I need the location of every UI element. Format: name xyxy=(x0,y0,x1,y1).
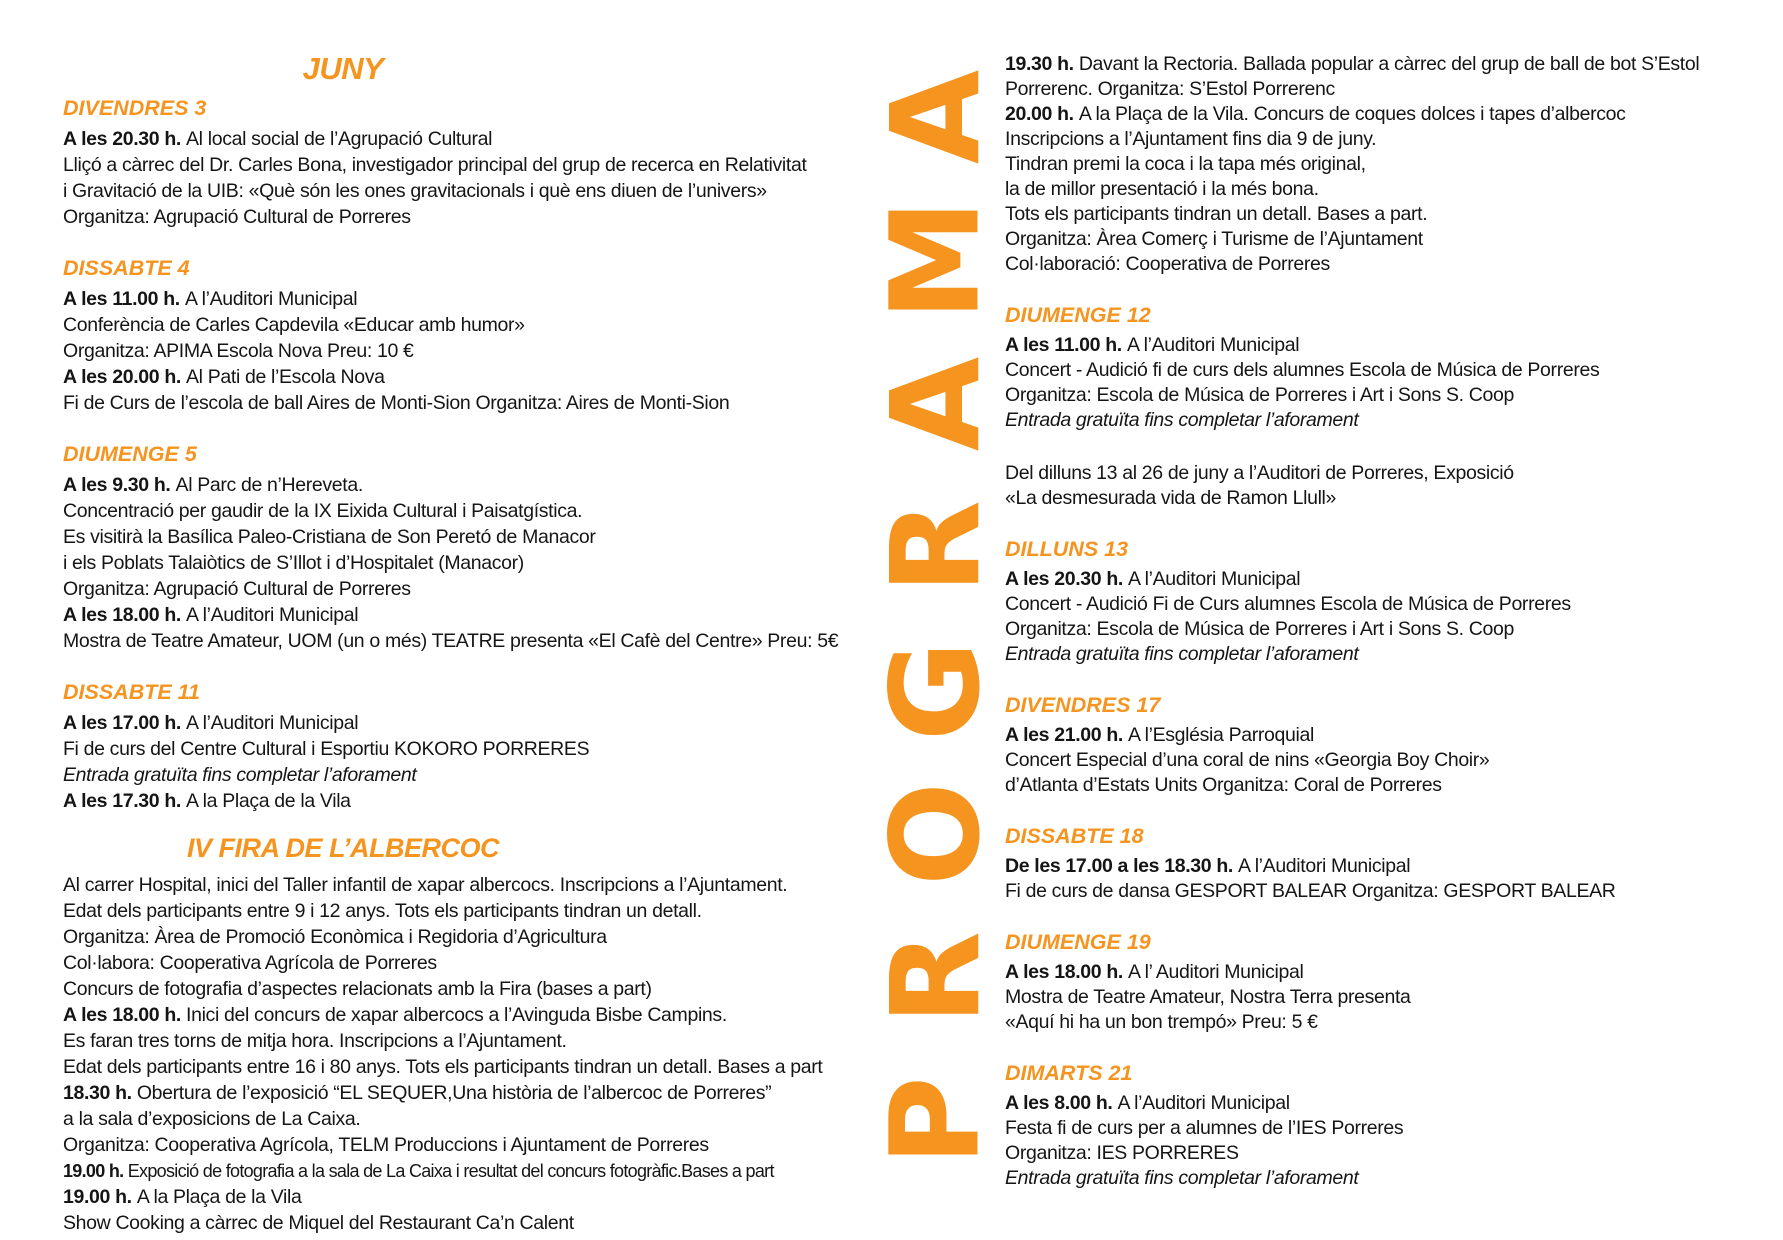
event-line: a la sala d’exposicions de La Caixa. xyxy=(63,1108,361,1130)
vertical-letter-cell xyxy=(864,476,1007,620)
event-line: A les 17.30 h. A la Plaça de la Vila xyxy=(63,790,351,812)
event-line: Organitza: APIMA Escola Nova Preu: 10 € xyxy=(63,340,414,362)
left-column xyxy=(63,50,839,1236)
event-line: Tots els participants tindran un detall. Bases a part. xyxy=(1005,203,1428,225)
event-line: 19.30 h. Davant la Rectoria. Ballada popular a càrrec del grup de ball de bot S’Estol xyxy=(1005,53,1700,75)
event-line: Es visitirà la Basílica Paleo-Cristiana de Son Peretó de Manacor xyxy=(63,526,596,548)
vertical-letter: R xyxy=(864,500,1007,595)
event-block xyxy=(1005,930,1765,1035)
event-line: Del dilluns 13 al 26 de juny a l’Auditori de Porreres, Exposició xyxy=(1005,462,1514,484)
event-line: Organitza: Agrupació Cultural de Porreres xyxy=(63,206,411,228)
event-line: A les 9.30 h. Al Parc de n’Hereveta. xyxy=(63,474,363,496)
event-line: Col·labora: Cooperativa Agrícola de Porreres xyxy=(63,952,437,974)
time-prefix: A les 17.30 h. xyxy=(63,790,187,812)
right-column xyxy=(1005,52,1765,1191)
time-prefix: A les 17.00 h. xyxy=(63,712,187,734)
event-line: Organitza: Agrupació Cultural de Porreres xyxy=(63,578,411,600)
event-line: A les 20.00 h. Al Pati de l’Escola Nova xyxy=(63,366,385,388)
event-line: Inscripcions a l’Ajuntament fins dia 9 de juny. xyxy=(1005,128,1377,150)
time-prefix: A les 8.00 h. xyxy=(1005,1092,1118,1114)
time-prefix: A les 11.00 h. xyxy=(1005,334,1127,356)
vertical-letter: G xyxy=(864,640,1007,741)
event-line: Fi de curs del Centre Cultural i Esportiu KOKORO PORRERES xyxy=(63,738,590,760)
day-heading: DIUMENGE 12 xyxy=(1005,303,1151,327)
time-prefix: 19.00 h. xyxy=(63,1186,137,1208)
time-prefix: A les 9.30 h. xyxy=(63,474,176,496)
event-line: Organitza: IES PORRERES xyxy=(1005,1142,1239,1164)
event-line: Entrada gratuïta fins completar l’aforament xyxy=(1005,409,1359,431)
vertical-letter: M xyxy=(865,199,1007,321)
event-line: Concert - Audició fi de curs dels alumnes Escola de Música de Porreres xyxy=(1005,359,1600,381)
event-block xyxy=(1005,824,1765,904)
vertical-letter-cell xyxy=(865,189,1007,333)
event-line: Fi de Curs de l’escola de ball Aires de Monti-Sion Organitza: Aires de Monti-Sion xyxy=(63,392,730,414)
event-line: d’Atlanta d’Estats Units Organitza: Coral de Porreres xyxy=(1005,774,1442,796)
section-title: IV FIRA DE L’ALBERCOC xyxy=(187,833,499,863)
event-line: Show Cooking a càrrec de Miquel del Restaurant Ca’n Calent xyxy=(63,1212,574,1234)
month-title: JUNY xyxy=(302,51,384,86)
event-block xyxy=(63,680,803,814)
time-prefix: A les 11.00 h. xyxy=(63,288,185,310)
event-line: 20.00 h. A la Plaça de la Vila. Concurs de coques dolces i tapes d’albercoc xyxy=(1005,103,1626,125)
event-block xyxy=(1005,537,1765,667)
event-block xyxy=(1005,303,1765,433)
left-column-blocks xyxy=(63,96,839,1236)
event-line: i els Poblats Talaiòtics de S’Illot i d’Hospitalet (Manacor) xyxy=(63,552,524,574)
vertical-letter-cell xyxy=(864,619,1007,763)
event-line: A les 8.00 h. A l’Auditori Municipal xyxy=(1005,1092,1290,1114)
day-heading: DIVENDRES 3 xyxy=(63,96,207,120)
day-heading: DISSABTE 18 xyxy=(1005,824,1144,848)
event-block xyxy=(1005,693,1765,798)
event-line: «La desmesurada vida de Ramon Llull» xyxy=(1005,487,1337,509)
time-prefix: A les 20.30 h. xyxy=(1005,568,1129,590)
event-line: A les 17.00 h. A l’Auditori Municipal xyxy=(63,712,359,734)
vertical-letter: A xyxy=(864,69,1007,164)
day-heading: DISSABTE 11 xyxy=(63,680,200,704)
event-line: Organitza: Escola de Música de Porreres i Art i Sons S. Coop xyxy=(1005,384,1514,406)
event-line: Entrada gratuïta fins completar l’aforament xyxy=(1005,643,1359,665)
event-line: 18.30 h. Obertura de l’exposició “EL SEQUER,Una història de l’albercoc de Porreres” xyxy=(63,1082,772,1104)
event-line: Porrerenc. Organitza: S’Estol Porrerenc xyxy=(1005,78,1335,100)
event-block xyxy=(1005,52,1765,277)
time-prefix: A les 20.30 h. xyxy=(63,128,187,150)
event-line: De les 17.00 a les 18.30 h. A l’Auditori Municipal xyxy=(1005,855,1411,877)
vertical-letter: R xyxy=(864,930,1007,1025)
event-line: la de millor presentació i la més bona. xyxy=(1005,178,1319,200)
event-block xyxy=(63,96,807,230)
event-line: 19.00 h. A la Plaça de la Vila xyxy=(63,1186,302,1208)
event-line: A les 18.00 h. A l’Auditori Municipal xyxy=(63,604,359,626)
event-line: Col·laboració: Cooperativa de Porreres xyxy=(1005,253,1330,275)
time-prefix: 20.00 h. xyxy=(1005,103,1079,125)
event-block xyxy=(63,256,803,416)
event-line: Festa fi de curs per a alumnes de l’IES Porreres xyxy=(1005,1117,1404,1139)
event-block xyxy=(1005,461,1765,511)
event-line: Fi de curs de dansa GESPORT BALEAR Organitza: GESPORT BALEAR xyxy=(1005,880,1616,902)
event-line: Organitza: Àrea Comerç i Turisme de l’Ajuntament xyxy=(1005,228,1423,250)
event-line: Concurs de fotografia d’aspectes relacionats amb la Fira (bases a part) xyxy=(63,978,652,1000)
time-prefix: 19.30 h. xyxy=(1005,53,1079,75)
event-line: Organitza: Àrea de Promoció Econòmica i Regidoria d’Agricultura xyxy=(63,926,607,948)
right-column-blocks xyxy=(1005,52,1765,1191)
event-line: Edat dels participants entre 16 i 80 anys. Tots els participants tindran un detall. Bases a part xyxy=(63,1056,823,1078)
event-line: Mostra de Teatre Amateur, UOM (un o més) TEATRE presenta «El Cafè del Centre» Preu: 5€ xyxy=(63,630,839,652)
time-prefix: 18.30 h. xyxy=(63,1082,137,1104)
vertical-letter: A xyxy=(864,356,1007,451)
vertical-program-banner xyxy=(864,45,1007,1193)
event-line: «Aquí hi ha un bon trempó» Preu: 5 € xyxy=(1005,1011,1318,1033)
day-heading: DIUMENGE 19 xyxy=(1005,930,1151,954)
vertical-letter-cell xyxy=(864,332,1007,476)
time-prefix: A les 20.00 h. xyxy=(63,366,187,388)
day-heading: DILLUNS 13 xyxy=(1005,537,1129,561)
event-line: Entrada gratuïta fins completar l’aforament xyxy=(63,764,417,786)
event-block xyxy=(1005,1061,1765,1191)
time-prefix: 19.00 h. xyxy=(63,1161,128,1181)
event-line: Tindran premi la coca i la tapa més original, xyxy=(1005,153,1366,175)
vertical-letter: P xyxy=(864,1076,1007,1166)
day-heading: DIMARTS 21 xyxy=(1005,1061,1133,1085)
vertical-letter-cell xyxy=(864,45,1007,189)
event-block xyxy=(63,442,839,654)
event-block xyxy=(63,832,823,1236)
vertical-letter-cell xyxy=(865,763,1007,907)
event-line: Edat dels participants entre 9 i 12 anys. Tots els participants tindran un detall. xyxy=(63,900,702,922)
time-prefix: De les 17.00 a les 18.30 h. xyxy=(1005,855,1239,877)
event-line: A les 18.00 h. Inici del concurs de xapar albercocs a l’Avinguda Bisbe Campins. xyxy=(63,1004,727,1026)
event-line: A les 21.00 h. A l’Església Parroquial xyxy=(1005,724,1314,746)
day-heading: DISSABTE 4 xyxy=(63,256,190,280)
event-line: A les 20.30 h. A l’Auditori Municipal xyxy=(1005,568,1301,590)
event-line: A les 11.00 h. A l’Auditori Municipal xyxy=(63,288,358,310)
event-line: i Gravitació de la UIB: «Què són les ones gravitacionals i què ens diuen de l’univers» xyxy=(63,180,767,202)
day-heading: DIVENDRES 17 xyxy=(1005,693,1161,717)
event-line: A les 11.00 h. A l’Auditori Municipal xyxy=(1005,334,1300,356)
event-line: 19.00 h. Exposició de fotografia a la sala de La Caixa i resultat del concurs fotogràfic.Bases a part xyxy=(63,1161,774,1181)
event-line: Organitza: Cooperativa Agrícola, TELM Produccions i Ajuntament de Porreres xyxy=(63,1134,709,1156)
day-heading: DIUMENGE 5 xyxy=(63,442,197,466)
time-prefix: A les 18.00 h. xyxy=(1005,961,1129,983)
event-line: Al carrer Hospital, inici del Taller infantil de xapar albercocs. Inscripcions a l’Ajuntament. xyxy=(63,874,788,896)
vertical-letter-cell xyxy=(864,906,1007,1050)
event-line: A les 18.00 h. A l’ Auditori Municipal xyxy=(1005,961,1304,983)
time-prefix: A les 18.00 h. xyxy=(63,1004,187,1026)
event-line: Organitza: Escola de Música de Porreres i Art i Sons S. Coop xyxy=(1005,618,1514,640)
event-line: Concentració per gaudir de la IX Eixida Cultural i Paisatgística. xyxy=(63,500,583,522)
event-line: Entrada gratuïta fins completar l’aforament xyxy=(1005,1167,1359,1189)
time-prefix: A les 21.00 h. xyxy=(1005,724,1129,746)
vertical-letter-cell xyxy=(864,1050,1007,1194)
event-line: Concert Especial d’una coral de nins «Georgia Boy Choir» xyxy=(1005,749,1490,771)
vertical-letter: O xyxy=(865,782,1007,887)
time-prefix: A les 18.00 h. xyxy=(63,604,187,626)
event-line: A les 20.30 h. Al local social de l’Agrupació Cultural xyxy=(63,128,493,150)
event-line: Es faran tres torns de mitja hora. Inscripcions a l’Ajuntament. xyxy=(63,1030,567,1052)
event-line: Mostra de Teatre Amateur, Nostra Terra presenta xyxy=(1005,986,1411,1008)
event-line: Conferència de Carles Capdevila «Educar amb humor» xyxy=(63,314,525,336)
event-line: Concert - Audició Fi de Curs alumnes Escola de Música de Porreres xyxy=(1005,593,1571,615)
event-line: Lliçó a càrrec del Dr. Carles Bona, investigador principal del grup de recerca en Relativitat xyxy=(63,154,807,176)
